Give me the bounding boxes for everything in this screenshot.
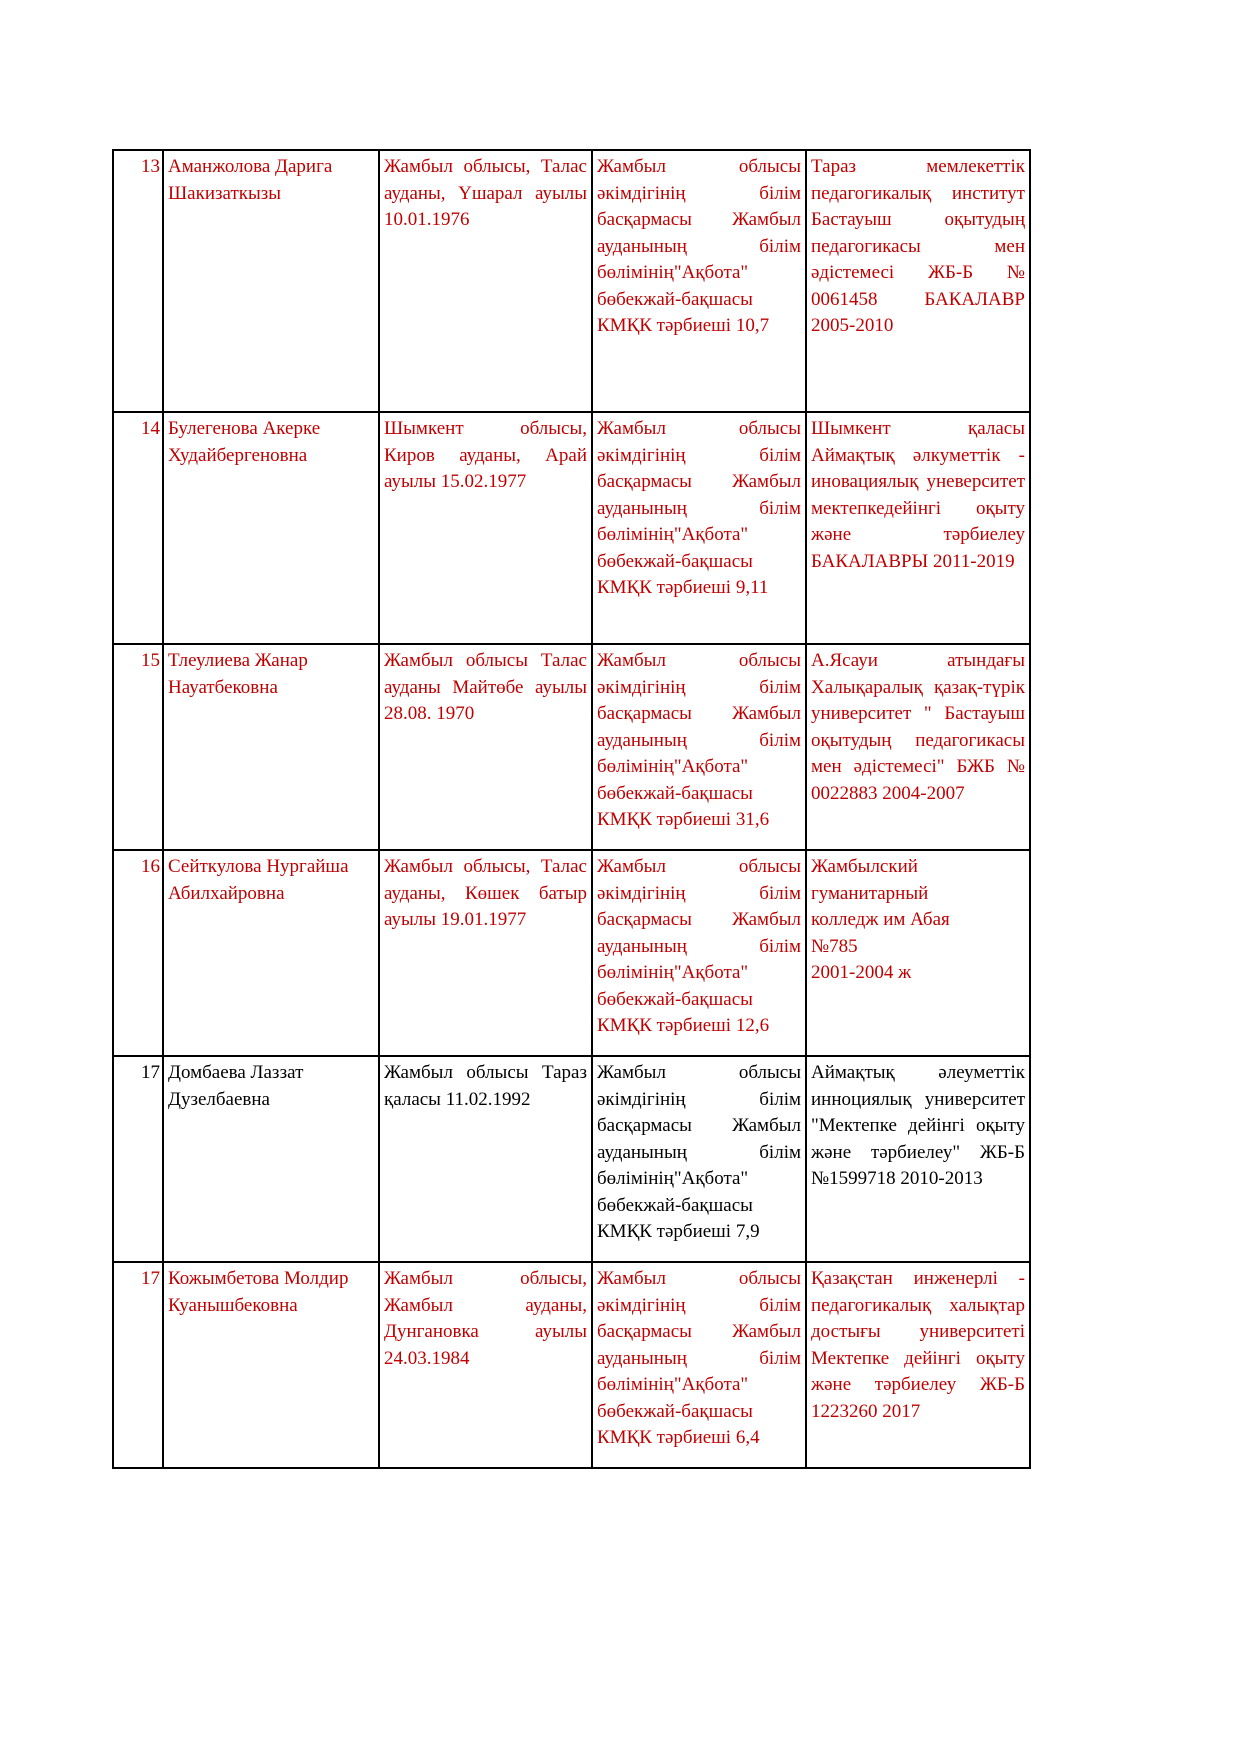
workplace-position: Жамбыл облысы әкімдігінің білім басқармасы Жамбыл ауданының білім бөлімінің"Ақбота" бөбекжай-бақшасы КМҚК тәрбиеші 6,4 <box>592 1262 806 1468</box>
education-line: гуманитарный <box>811 882 929 904</box>
workplace-position: Жамбыл облысы әкімдігінің білім басқармасы Жамбыл ауданының білім бөлімінің"Ақбота" бөбекжай-бақшасы КМҚК тәрбиеші 12,6 <box>592 850 806 1056</box>
education <box>806 850 1030 1056</box>
employee-name: Тлеулиева Жанар Науатбековна <box>163 644 379 850</box>
row-number: 17 <box>113 1262 163 1468</box>
table-row <box>113 150 1030 412</box>
workplace-position: Жамбыл облысы әкімдігінің білім басқармасы Жамбыл ауданының білім бөлімінің"Ақбота" бөбекжай-бақшасы КМҚК тәрбиеші 9,11 <box>592 412 806 644</box>
education-line: №785 <box>811 935 858 957</box>
row-number: 13 <box>113 150 163 412</box>
table-row <box>113 644 1030 850</box>
birth-place-date: Жамбыл облысы, Талас ауданы, Көшек батыр ауылы 19.01.1977 <box>379 850 592 1056</box>
table-row <box>113 412 1030 644</box>
employee-name: Кожымбетова Молдир Куанышбековна <box>163 1262 379 1468</box>
table-row <box>113 1262 1030 1468</box>
birth-place-date: Жамбыл облысы, Жамбыл ауданы, Дунгановка ауылы 24.03.1984 <box>379 1262 592 1468</box>
row-number: 16 <box>113 850 163 1056</box>
table-row <box>113 1056 1030 1262</box>
workplace-position: Жамбыл облысы әкімдігінің білім басқармасы Жамбыл ауданының білім бөлімінің"Ақбота" бөбекжай-бақшасы КМҚК тәрбиеші 31,6 <box>592 644 806 850</box>
row-number: 17 <box>113 1056 163 1262</box>
table-row <box>113 850 1030 1056</box>
birth-place-date: Жамбыл облысы Тараз қаласы 11.02.1992 <box>379 1056 592 1262</box>
education: Аймақтық әлеуметтік инноциялық университет "Мектепке дейінгі оқыту және тәрбиелеу" ЖБ-Б №1599718 2010-2013 <box>806 1056 1030 1262</box>
education: Қазақстан инженерлі - педагогикалық халықтар достығы университеті Мектепке дейінгі оқыту және тәрбиелеу ЖБ-Б 1223260 2017 <box>806 1262 1030 1468</box>
education: Шымкент қаласы Аймақтық әлкуметтік - иновациялық уневерситет мектепкедейінгі оқыту және тәрбиелеу БАКАЛАВРЫ 2011-2019 <box>806 412 1030 644</box>
education-line: Жамбылский <box>811 856 918 877</box>
row-number: 15 <box>113 644 163 850</box>
education-line: 2001-2004 ж <box>811 962 912 983</box>
education: Тараз мемлекеттік педагогикалық институт Бастауыш оқытудың педагогикасы мен әдістемесі ЖБ-Б № 0061458 БАКАЛАВР 2005-2010 <box>806 150 1030 412</box>
employee-name: Сейткулова Нургайша Абилхайровна <box>163 850 379 1056</box>
education: А.Ясауи атындағы Халықаралық қазақ-түрік университет " Бастауыш оқытудың педагогикасы мен әдістемесі" БЖБ № 0022883 2004-2007 <box>806 644 1030 850</box>
staff-table <box>112 149 1031 1469</box>
employee-name: Домбаева Лаззат Дузелбаевна <box>163 1056 379 1262</box>
education-line: колледж им Абая <box>811 909 950 930</box>
row-number: 14 <box>113 412 163 644</box>
workplace-position: Жамбыл облысы әкімдігінің білім басқармасы Жамбыл ауданының білім бөлімінің"Ақбота" бөбекжай-бақшасы КМҚК тәрбиеші 7,9 <box>592 1056 806 1262</box>
birth-place-date: Шымкент облысы, Киров ауданы, Арай ауылы 15.02.1977 <box>379 412 592 644</box>
employee-name: Булегенова Акерке Худайбергеновна <box>163 412 379 644</box>
workplace-position: Жамбыл облысы әкімдігінің білім басқармасы Жамбыл ауданының білім бөлімінің"Ақбота" бөбекжай-бақшасы КМҚК тәрбиеші 10,7 <box>592 150 806 412</box>
birth-place-date: Жамбыл облысы Талас ауданы Майтөбе ауылы 28.08. 1970 <box>379 644 592 850</box>
birth-place-date: Жамбыл облысы, Талас ауданы, Үшарал ауылы 10.01.1976 <box>379 150 592 412</box>
employee-name: Аманжолова Дарига Шакизаткызы <box>163 150 379 412</box>
